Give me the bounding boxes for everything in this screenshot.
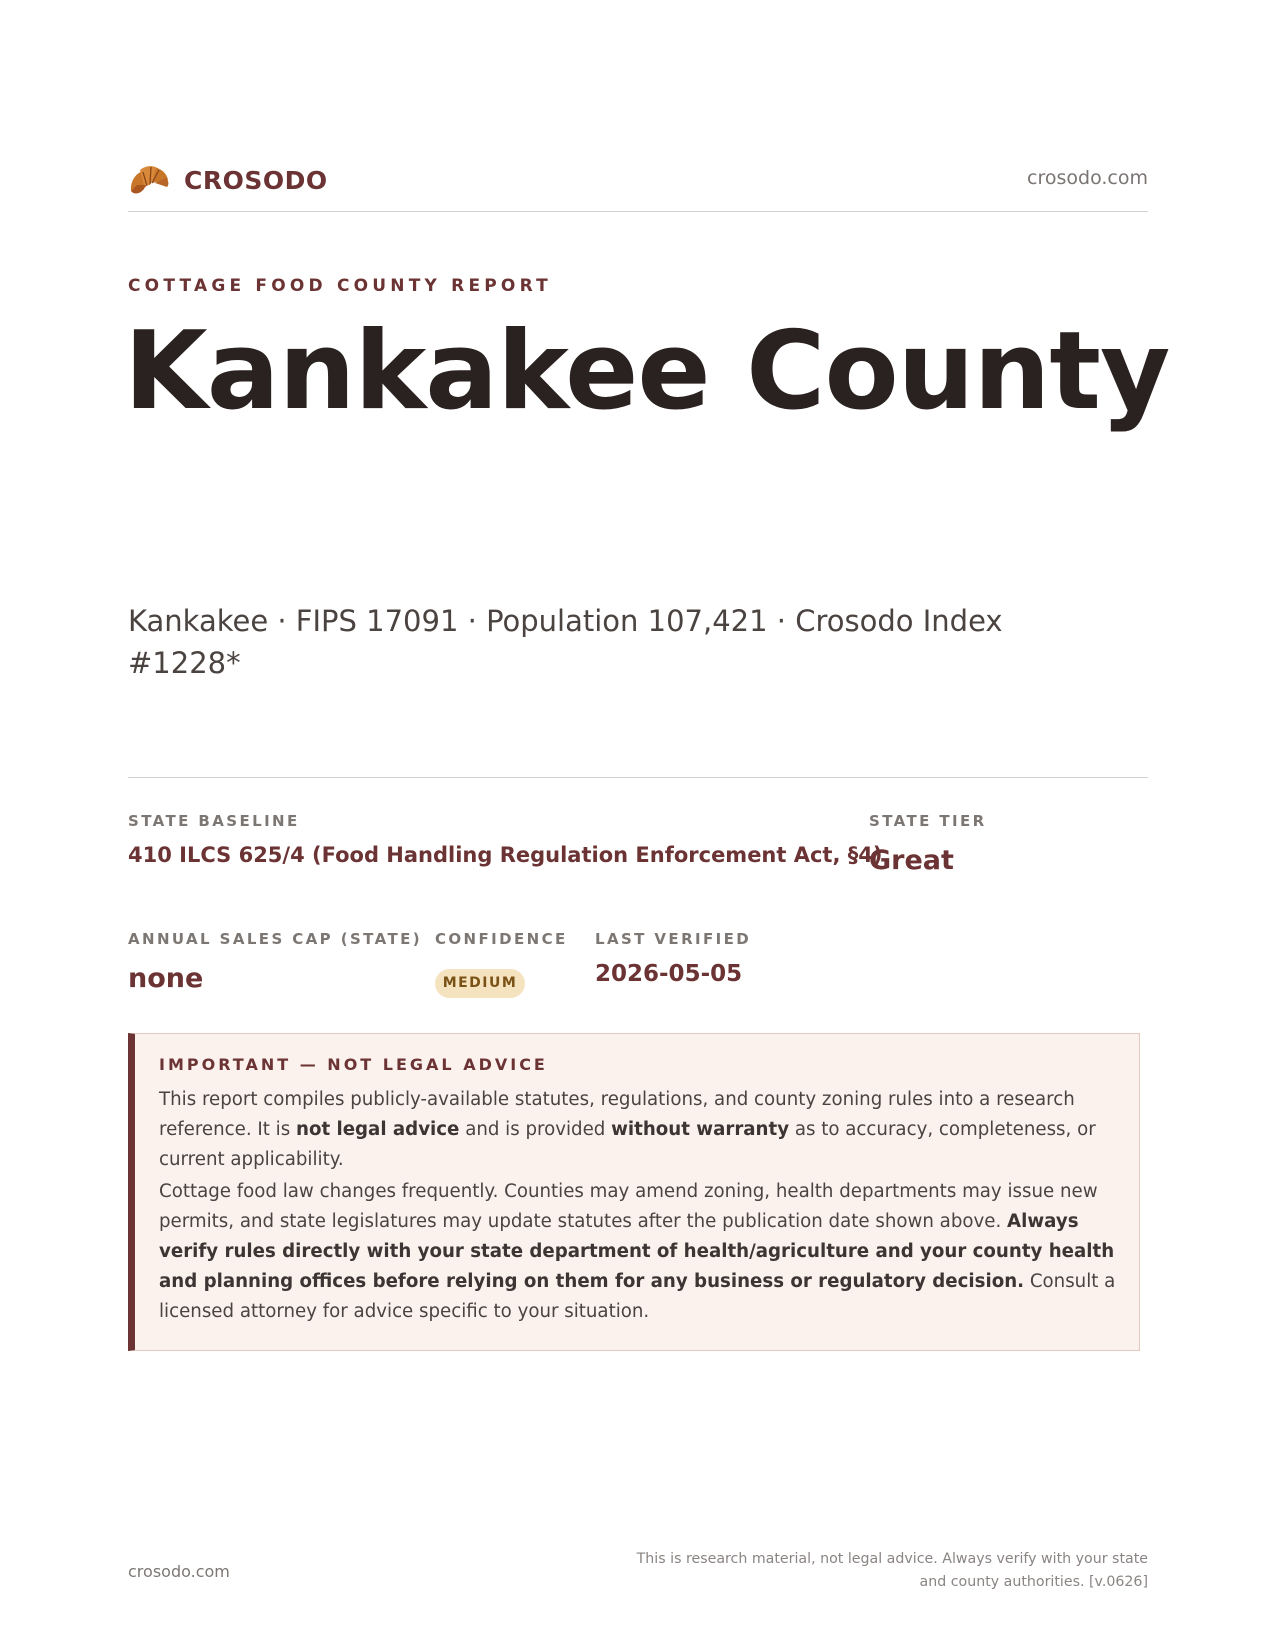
brand-logo [128,161,328,199]
last-verified-value: 2026-05-05 [595,961,743,987]
notice-title: IMPORTANT — NOT LEGAL ADVICE [159,1055,548,1074]
page-header [128,155,1148,212]
footer-disclaimer: This is research material, not legal advice. Always verify with your state and county authorities. [v.0626] [636,1551,1148,1590]
state-baseline-value: 410 ILCS 625/4 (Food Handling Regulation Enforcement Act, §4) [128,843,883,867]
brand-name: CROSODO [184,165,328,195]
sales-cap-label: ANNUAL SALES CAP (STATE) [128,930,423,948]
page-title: Kankakee County [124,309,1170,434]
confidence-badge: MEDIUM [435,969,525,998]
sales-cap-value: none [128,963,204,994]
footer-site-url[interactable]: crosodo.com [128,1562,230,1581]
county-summary: Kankakee · FIPS 17091 · Population 107,421 · Crosodo Index #1228* [128,604,1003,680]
legal-notice [128,1033,1140,1351]
report-eyebrow: COTTAGE FOOD COUNTY REPORT [128,276,552,296]
last-verified-label: LAST VERIFIED [595,930,752,948]
section-divider [128,777,1148,778]
state-tier-value: Great [869,845,954,876]
croissant-icon [128,161,170,199]
confidence-label: CONFIDENCE [435,930,568,948]
site-url[interactable]: crosodo.com [1027,167,1148,189]
state-baseline-label: STATE BASELINE [128,812,300,830]
notice-paragraph-1: This report compiles publicly-available statutes, regulations, and county zoning rules into a research reference. It is not legal advice and is provided without warranty as to accuracy, completeness, or current applicability. [159,1089,1096,1170]
notice-paragraph-2: Cottage food law changes frequently. Counties may amend zoning, health departments may issue new permits, and state legislatures may update statutes after the publication date shown above. Always verify rules directly with your state department of health/agriculture and your county health and planning offices before relying on them for any business or regulatory decision. Consult a licensed attorney for advice specific to your situation. [159,1181,1116,1322]
state-tier-label: STATE TIER [869,812,987,830]
